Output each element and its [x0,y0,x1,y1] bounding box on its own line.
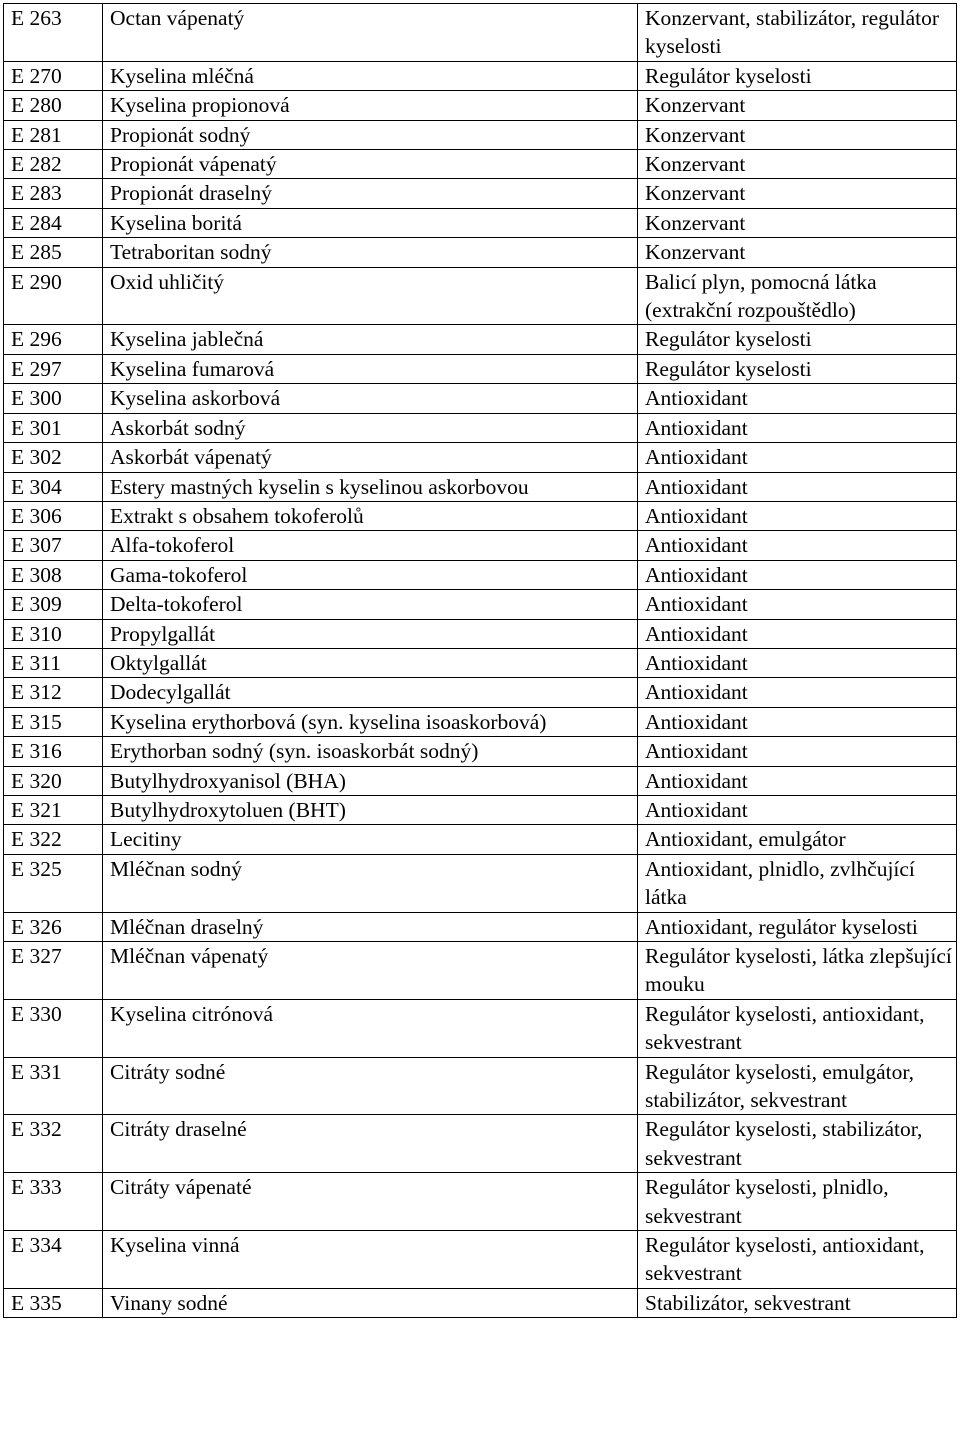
additive-code-cell: E 270 [4,61,103,90]
additive-name-cell: Citráty sodné [103,1057,638,1115]
table-row [4,91,957,120]
additive-name-cell: Kyselina citrónová [103,999,638,1057]
additive-function-cell: Konzervant [638,208,957,237]
additive-code-cell: E 297 [4,354,103,383]
additive-code-cell: E 327 [4,942,103,1000]
table-row [4,1288,957,1317]
additive-name-cell: Alfa-tokoferol [103,531,638,560]
table-row [4,590,957,619]
additive-code-cell: E 307 [4,531,103,560]
additive-code-cell: E 321 [4,795,103,824]
additive-function-cell: Antioxidant [638,737,957,766]
additive-name-cell: Propionát sodný [103,120,638,149]
additive-function-cell: Antioxidant, emulgátor [638,825,957,854]
additive-function-cell: Regulátor kyselosti, plnidlo, sekvestrant [638,1173,957,1231]
table-row [4,1115,957,1173]
additive-code-cell: E 315 [4,707,103,736]
additive-code-cell: E 325 [4,854,103,912]
additive-name-cell: Kyselina fumarová [103,354,638,383]
table-row [4,942,957,1000]
additive-function-cell: Regulátor kyselosti, antioxidant, sekvestrant [638,1231,957,1289]
table-row [4,354,957,383]
additive-name-cell: Estery mastných kyselin s kyselinou askorbovou [103,472,638,501]
table-row [4,179,957,208]
additive-name-cell: Kyselina mléčná [103,61,638,90]
additive-function-cell: Konzervant, stabilizátor, regulátor kyselosti [638,4,957,62]
table-row [4,648,957,677]
additive-name-cell: Kyselina vinná [103,1231,638,1289]
additive-function-cell: Antioxidant [638,678,957,707]
additive-code-cell: E 282 [4,150,103,179]
table-row [4,619,957,648]
additive-code-cell: E 335 [4,1288,103,1317]
additive-code-cell: E 283 [4,179,103,208]
additive-name-cell: Oxid uhličitý [103,267,638,325]
table-row [4,531,957,560]
additive-code-cell: E 333 [4,1173,103,1231]
additive-name-cell: Butylhydroxyanisol (BHA) [103,766,638,795]
additive-function-cell: Antioxidant [638,648,957,677]
additive-function-cell: Antioxidant [638,531,957,560]
additive-function-cell: Antioxidant, regulátor kyselosti [638,912,957,941]
additive-code-cell: E 290 [4,267,103,325]
table-row [4,560,957,589]
additive-function-cell: Stabilizátor, sekvestrant [638,1288,957,1317]
additive-function-cell: Antioxidant [638,443,957,472]
table-row [4,208,957,237]
additive-code-cell: E 263 [4,4,103,62]
additive-name-cell: Kyselina boritá [103,208,638,237]
additive-function-cell: Antioxidant [638,560,957,589]
additive-function-cell: Antioxidant [638,384,957,413]
additive-function-cell: Regulátor kyselosti, látka zlepšující mouku [638,942,957,1000]
additive-name-cell: Erythorban sodný (syn. isoaskorbát sodný) [103,737,638,766]
table-row [4,999,957,1057]
table-row [4,825,957,854]
additive-name-cell: Delta-tokoferol [103,590,638,619]
additive-function-cell: Konzervant [638,238,957,267]
table-row [4,795,957,824]
additive-function-cell: Antioxidant [638,707,957,736]
additive-function-cell: Antioxidant [638,472,957,501]
additive-name-cell: Kyselina jablečná [103,325,638,354]
table-row [4,501,957,530]
additive-name-cell: Gama-tokoferol [103,560,638,589]
table-row [4,238,957,267]
additive-code-cell: E 309 [4,590,103,619]
table-row [4,766,957,795]
additive-code-cell: E 304 [4,472,103,501]
additive-name-cell: Octan vápenatý [103,4,638,62]
additive-function-cell: Antioxidant [638,619,957,648]
table-row [4,120,957,149]
table-row [4,854,957,912]
additive-function-cell: Regulátor kyselosti [638,61,957,90]
additive-function-cell: Konzervant [638,179,957,208]
additive-name-cell: Dodecylgallát [103,678,638,707]
document-page [3,3,956,1318]
additive-name-cell: Propionát draselný [103,179,638,208]
additive-code-cell: E 316 [4,737,103,766]
additive-name-cell: Vinany sodné [103,1288,638,1317]
additive-name-cell: Extrakt s obsahem tokoferolů [103,501,638,530]
additive-code-cell: E 330 [4,999,103,1057]
additive-function-cell: Antioxidant [638,413,957,442]
additive-code-cell: E 332 [4,1115,103,1173]
additive-code-cell: E 310 [4,619,103,648]
additive-name-cell: Kyselina propionová [103,91,638,120]
table-row [4,61,957,90]
additive-function-cell: Antioxidant [638,766,957,795]
additive-name-cell: Propionát vápenatý [103,150,638,179]
additive-name-cell: Askorbát sodný [103,413,638,442]
table-row [4,443,957,472]
additive-name-cell: Kyselina erythorbová (syn. kyselina isoaskorbová) [103,707,638,736]
table-row [4,1173,957,1231]
additive-function-cell: Konzervant [638,91,957,120]
additive-code-cell: E 322 [4,825,103,854]
additive-code-cell: E 302 [4,443,103,472]
table-row [4,1231,957,1289]
additive-code-cell: E 296 [4,325,103,354]
additive-code-cell: E 320 [4,766,103,795]
additive-code-cell: E 326 [4,912,103,941]
table-row [4,472,957,501]
additive-function-cell: Regulátor kyselosti [638,325,957,354]
table-row [4,1057,957,1115]
table-row [4,325,957,354]
table-row [4,413,957,442]
additive-name-cell: Mléčnan vápenatý [103,942,638,1000]
additive-name-cell: Mléčnan draselný [103,912,638,941]
table-row [4,707,957,736]
additives-table [3,3,957,1318]
additive-name-cell: Mléčnan sodný [103,854,638,912]
additive-name-cell: Propylgallát [103,619,638,648]
additive-function-cell: Regulátor kyselosti, antioxidant, sekvestrant [638,999,957,1057]
additive-name-cell: Butylhydroxytoluen (BHT) [103,795,638,824]
additive-function-cell: Konzervant [638,150,957,179]
additive-name-cell: Citráty draselné [103,1115,638,1173]
additive-code-cell: E 306 [4,501,103,530]
additive-name-cell: Kyselina askorbová [103,384,638,413]
additive-name-cell: Citráty vápenaté [103,1173,638,1231]
additive-code-cell: E 311 [4,648,103,677]
additive-code-cell: E 281 [4,120,103,149]
table-row [4,384,957,413]
additive-code-cell: E 285 [4,238,103,267]
additive-code-cell: E 301 [4,413,103,442]
table-row [4,4,957,62]
additive-code-cell: E 284 [4,208,103,237]
table-row [4,912,957,941]
additive-code-cell: E 308 [4,560,103,589]
additive-function-cell: Konzervant [638,120,957,149]
additive-function-cell: Regulátor kyselosti, stabilizátor, sekvestrant [638,1115,957,1173]
additive-function-cell: Antioxidant, plnidlo, zvlhčující látka [638,854,957,912]
additive-function-cell: Antioxidant [638,795,957,824]
table-row [4,678,957,707]
additive-function-cell: Regulátor kyselosti, emulgátor, stabilizátor, sekvestrant [638,1057,957,1115]
additive-name-cell: Oktylgallát [103,648,638,677]
additive-code-cell: E 312 [4,678,103,707]
additive-code-cell: E 331 [4,1057,103,1115]
table-row [4,150,957,179]
additive-function-cell: Antioxidant [638,501,957,530]
table-row [4,267,957,325]
additive-name-cell: Askorbát vápenatý [103,443,638,472]
table-row [4,737,957,766]
additive-code-cell: E 280 [4,91,103,120]
additive-function-cell: Balicí plyn, pomocná látka (extrakční rozpouštědlo) [638,267,957,325]
additives-table-body [4,4,957,1318]
additive-function-cell: Regulátor kyselosti [638,354,957,383]
additive-name-cell: Lecitiny [103,825,638,854]
additive-function-cell: Antioxidant [638,590,957,619]
additive-name-cell: Tetraboritan sodný [103,238,638,267]
additive-code-cell: E 334 [4,1231,103,1289]
additive-code-cell: E 300 [4,384,103,413]
